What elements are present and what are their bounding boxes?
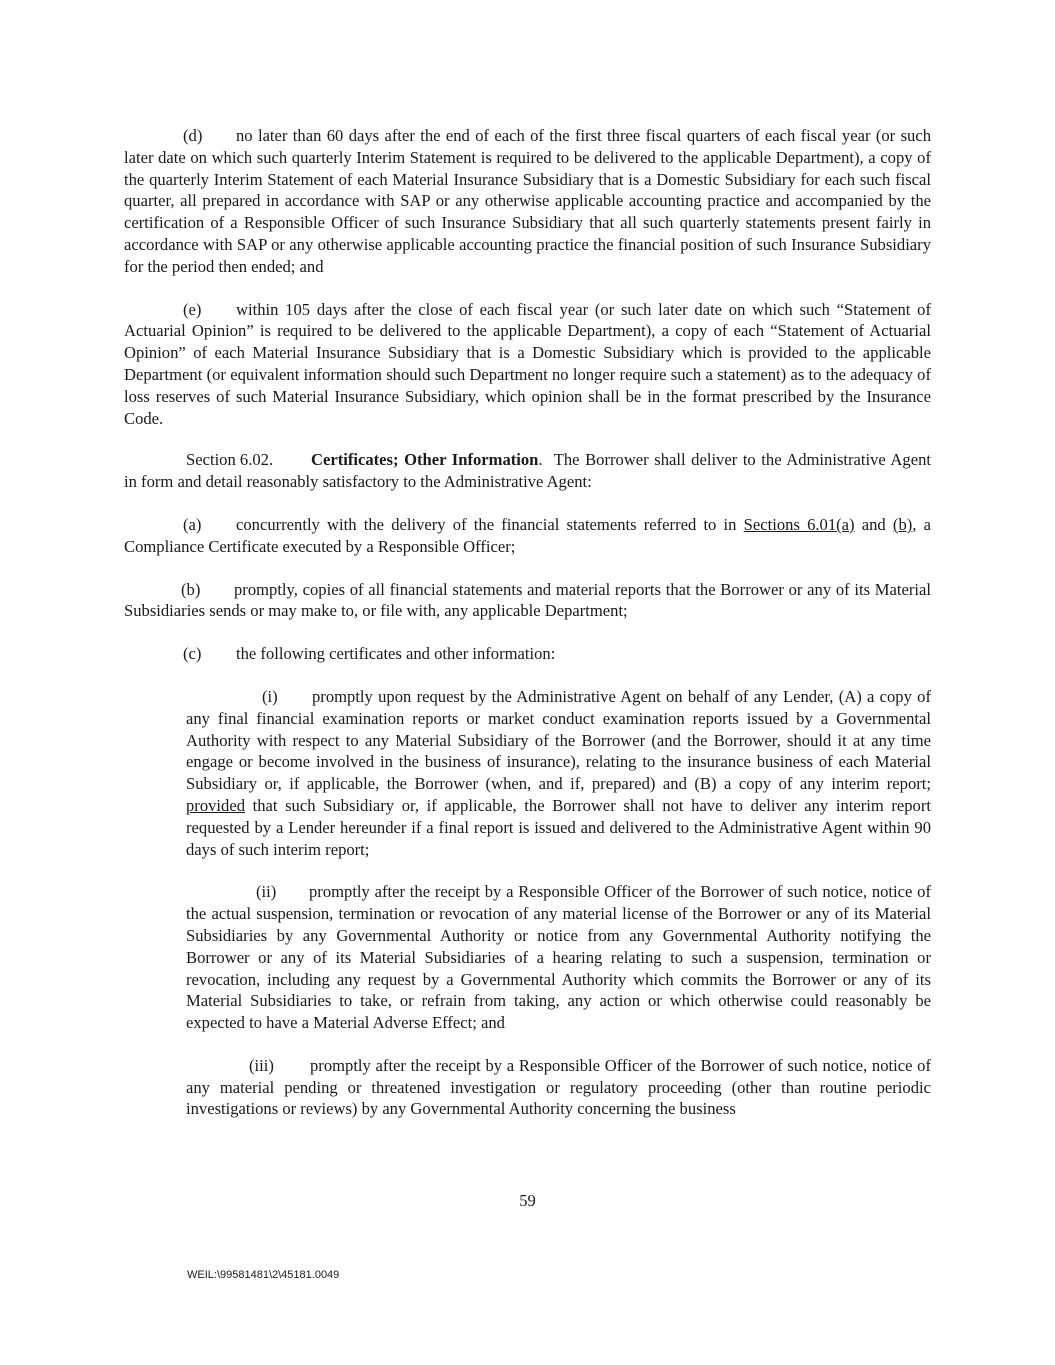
paragraph-text: and [854, 514, 893, 534]
section-title: Certificates; Other Information [311, 450, 539, 470]
paragraph-label: (d) [183, 126, 203, 145]
section-number: Section 6.02. [186, 450, 274, 470]
subparagraph-ii [186, 881, 931, 1034]
paragraph-label: (a) [183, 514, 202, 534]
subparagraph-label: (ii) [256, 882, 277, 902]
paragraph-text: within 105 days after the close of each fiscal year (or such later date on which such “Statement of Actuarial Opinion” is required to be delivered to the applicable Department), a copy of each “Statement of Actuarial Opinion” of each Material Insurance Subsidiary that is a Domestic Subsidiary which is provided to the applicable Department (or equivalent information should such Department no longer require such a statement) as to the adequacy of loss reserves of such Material Insurance Subsidiary, which opinion shall be in the format prescribed by the Insurance Code. [124, 299, 931, 428]
paragraph-text: concurrently with the delivery of the financial statements referred to in [236, 514, 744, 534]
subparagraph-i [186, 686, 931, 860]
paragraph-label: (e) [183, 299, 202, 319]
cross-reference-b: (b) [892, 514, 913, 534]
document-id: WEIL:\99581481\2\45181.0049 [187, 1269, 340, 1281]
section-6-02 [124, 449, 931, 493]
subparagraph-text: promptly after the receipt by a Responsible Officer of the Borrower of such notice, notice of the actual suspension, termination or revocation of any material license of the Borrower or any of its Material Subsidiaries by any Governmental Authority or notice from any Governmental Authority notifying the Borrower or any of its Material Subsidiaries of a hearing relating to such a suspension, termination or revocation, including any request by a Governmental Authority which commits the Borrower or any of its Material Subsidiaries to take, or refrain from taking, any action or which otherwise could reasonably be expected to have a Material Adverse Effect; and [186, 882, 931, 1033]
paragraph-a [124, 514, 931, 558]
paragraph-text: , a Compliance Certificate executed by a Responsible Officer; [124, 514, 931, 556]
paragraph-c [124, 643, 931, 665]
subparagraph-text: that such Subsidiary or, if applicable, the Borrower shall not have to deliver any interim report requested by a Lender hereunder if a final report is issued and delivered to the Administrative Agent within 90 days of such interim report; [186, 795, 931, 859]
subparagraph-text: promptly upon request by the Administrative Agent on behalf of any Lender, (A) a copy of any final financial examination reports or market conduct examination reports issued by a Governmental Authority with respect to any Material Subsidiary of the Borrower (and the Borrower, should it at any time engage or become involved in the business of insurance), relating to the insurance business of each Material Subsidiary or, if applicable, the Borrower (when, and if, prepared) and (B) a copy of any interim report; [186, 686, 931, 794]
subparagraph-text: promptly after the receipt by a Responsible Officer of the Borrower of such notice, notice of any material pending or threatened investigation or regulatory proceeding (other than routine periodic investigations or reviews) by any Governmental Authority concerning the business [186, 1055, 931, 1119]
section-title-period: . [538, 450, 543, 470]
provided-term: provided [186, 795, 245, 815]
paragraph-text: no later than 60 days after the end of each of the first three fiscal quarters of each fiscal year (or such later date on which such quarterly Interim Statement is required to be delivered to the applicable Department), a copy of the quarterly Interim Statement of each Material Insurance Subsidiary that is a Domestic Subsidiary for each such fiscal quarter, all prepared in accordance with SAP or any otherwise applicable accounting practice and accompanied by the certification of a Responsible Officer of such Insurance Subsidiary that all such quarterly statements present fairly in accordance with SAP or any otherwise applicable accounting practice the financial position of such Insurance Subsidiary for the period then ended; and [124, 126, 931, 276]
cross-reference-sections: Sections 6.01(a) [743, 514, 855, 534]
subparagraph-label: (i) [262, 686, 278, 706]
paragraph-b [124, 579, 931, 623]
paragraph-e [124, 299, 931, 430]
paragraph-label: (c) [183, 644, 202, 664]
document-body [124, 125, 931, 1120]
paragraph-text: promptly, copies of all financial statements and material reports that the Borrower or any of its Material Subsidiaries sends or may make to, or file with, any applicable Department; [124, 579, 931, 621]
subparagraph-iii [186, 1055, 931, 1120]
subparagraph-label: (iii) [249, 1055, 274, 1075]
paragraph-text: the following certificates and other information: [236, 644, 556, 664]
paragraph-label: (b) [181, 579, 201, 599]
paragraph-d [124, 125, 931, 278]
section-text: The Borrower shall deliver to the Administrative Agent in form and detail reasonably satisfactory to the Administrative Agent: [124, 450, 931, 492]
page-number: 59 [519, 1191, 536, 1210]
